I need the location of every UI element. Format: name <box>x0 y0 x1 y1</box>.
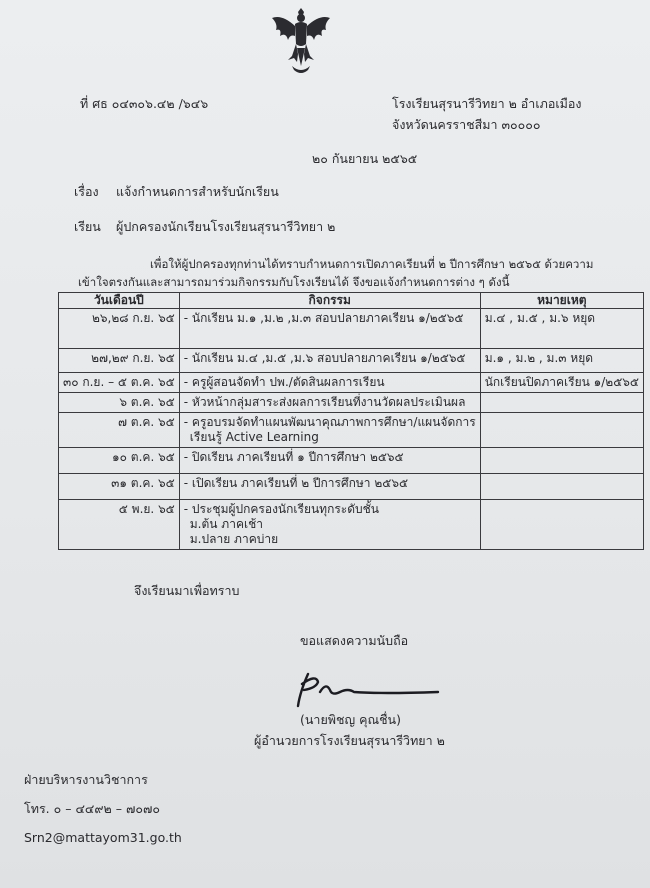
activity-line: - ครูผู้สอนจัดทำ ปพ./ตัดสินผลการเรียน <box>183 375 385 389</box>
department-name: ฝ่ายบริหารงานวิชาการ <box>24 772 148 787</box>
row-note <box>480 448 643 474</box>
to-label: เรียน <box>74 219 101 234</box>
row-activity <box>179 349 480 373</box>
activity-line: - ครูอบรมจัดทำแผนพัฒนาคุณภาพการศึกษา/แผนจัดการ <box>183 415 476 429</box>
subject-text: แจ้งกำหนดการสำหรับนักเรียน <box>116 184 279 199</box>
row-date: ๖ ต.ค. ๖๕ <box>59 393 180 413</box>
activity-line: - ปิดเรียน ภาคเรียนที่ ๑ ปีการศึกษา ๒๕๖๕ <box>183 450 404 464</box>
reference-number: ที่ ศธ ๐๔๓๐๖.๔๒ /๖๔๖ <box>80 96 209 111</box>
table-row <box>59 474 644 500</box>
table-header-row <box>59 293 644 309</box>
contact-phone: โทร. ๐ – ๔๔๙๒ – ๗๐๗๐ <box>24 801 161 816</box>
body-paragraph-line2: เข้าใจตรงกันและสามารถมาร่วมกิจกรรมกับโรงเรียนได้ จึงขอแจ้งกำหนดการต่าง ๆ ดังนี้ <box>78 275 510 289</box>
regards-line: ขอแสดงความนับถือ <box>300 633 409 648</box>
schedule-table <box>58 292 644 550</box>
table-row <box>59 393 644 413</box>
row-activity <box>179 309 480 349</box>
garuda-emblem-icon <box>268 4 334 76</box>
row-note: ม.๑ , ม.๒ , ม.๓ หยุด <box>480 349 643 373</box>
row-activity <box>179 500 480 550</box>
row-date: ๓๑ ต.ค. ๖๕ <box>59 474 180 500</box>
signer-title: ผู้อำนวยการโรงเรียนสุรนารีวิทยา ๒ <box>254 733 445 748</box>
row-activity <box>179 474 480 500</box>
contact-email: Srn2@mattayom31.go.th <box>24 830 182 845</box>
column-header-note: หมายเหตุ <box>480 293 643 309</box>
subject-label: เรื่อง <box>74 184 99 199</box>
activity-line: - นักเรียน ม.๑ ,ม.๒ ,ม.๓ สอบปลายภาคเรียน ๑/๒๕๖๕ <box>183 311 464 325</box>
row-note <box>480 474 643 500</box>
row-note <box>480 413 643 448</box>
row-date: ๕ พ.ย. ๖๕ <box>59 500 180 550</box>
table-row <box>59 309 644 349</box>
row-date: ๒๗,๒๙ ก.ย. ๖๕ <box>59 349 180 373</box>
row-note <box>480 500 643 550</box>
row-date: ๒๖,๒๘ ก.ย. ๖๕ <box>59 309 180 349</box>
row-activity <box>179 393 480 413</box>
row-activity <box>179 413 480 448</box>
signer-name: (นายพิชญ คุณชื่น) <box>300 712 401 727</box>
table-row <box>59 373 644 393</box>
row-date: ๗ ต.ค. ๖๕ <box>59 413 180 448</box>
to-text: ผู้ปกครองนักเรียนโรงเรียนสุรนารีวิทยา ๒ <box>116 219 336 234</box>
activity-line: เรียนรู้ Active Learning <box>189 430 319 444</box>
column-header-date: วันเดือนปี <box>59 293 180 309</box>
school-address-line1: โรงเรียนสุรนารีวิทยา ๒ อำเภอเมือง <box>392 96 582 111</box>
column-header-activity: กิจกรรม <box>179 293 480 309</box>
row-note: ม.๔ , ม.๕ , ม.๖ หยุด <box>480 309 643 349</box>
signature-icon <box>290 670 440 710</box>
row-activity <box>179 448 480 474</box>
body-paragraph-line1: เพื่อให้ผู้ปกครองทุกท่านได้ทราบกำหนดการเปิดภาคเรียนที่ ๒ ปีการศึกษา ๒๕๖๕ ด้วยความ <box>150 257 594 271</box>
activity-line: - ประชุมผู้ปกครองนักเรียนทุกระดับชั้น <box>183 502 379 516</box>
table-row <box>59 413 644 448</box>
activity-line: - เปิดเรียน ภาคเรียนที่ ๒ ปีการศึกษา ๒๕๖๕ <box>183 476 409 490</box>
row-date: ๓๐ ก.ย. – ๕ ต.ค. ๖๕ <box>59 373 180 393</box>
letter-date: ๒๐ กันยายน ๒๕๖๕ <box>312 151 418 166</box>
activity-line: ม.ต้น ภาคเช้า <box>189 517 263 531</box>
school-address-line2: จังหวัดนครราชสีมา ๓๐๐๐๐ <box>392 117 541 132</box>
activity-line: - นักเรียน ม.๔ ,ม.๕ ,ม.๖ สอบปลายภาคเรียน ๑/๒๕๖๕ <box>183 351 466 365</box>
closing-line: จึงเรียนมาเพื่อทราบ <box>134 583 240 598</box>
row-activity <box>179 373 480 393</box>
row-date: ๑๐ ต.ค. ๖๕ <box>59 448 180 474</box>
activity-line: - หัวหน้ากลุ่มสาระส่งผลการเรียนที่งานวัดผลประเมินผล <box>183 395 466 409</box>
row-note <box>480 393 643 413</box>
table-row <box>59 448 644 474</box>
row-note: นักเรียนปิดภาคเรียน ๑/๒๕๖๕ <box>480 373 643 393</box>
activity-line: ม.ปลาย ภาคบ่าย <box>189 532 279 546</box>
table-row <box>59 500 644 550</box>
table-row <box>59 349 644 373</box>
